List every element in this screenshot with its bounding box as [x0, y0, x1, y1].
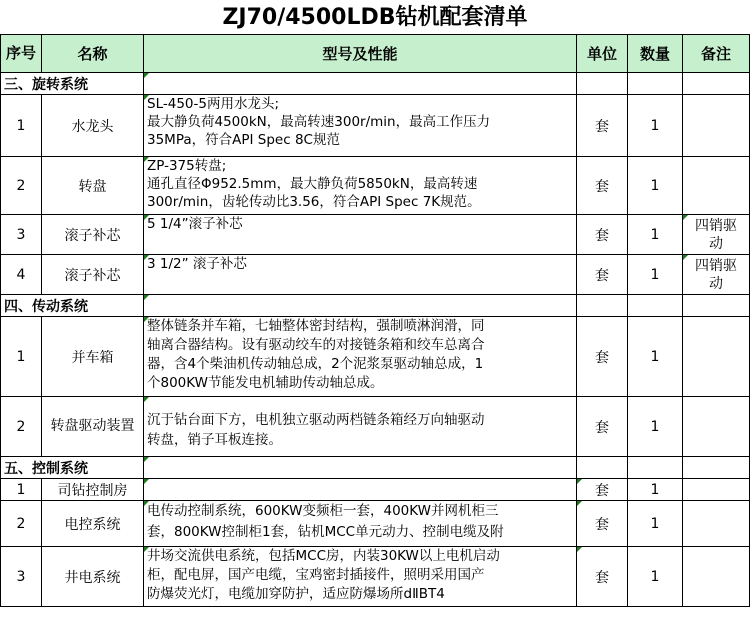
row-spec: 3 1/2” 滚子补芯 [144, 255, 577, 295]
header-row [1, 35, 750, 73]
section-row [1, 457, 750, 479]
row-spec: 整体链条并车箱，七轴整体密封结构，强制喷淋润滑，同 轴离合器结构。设有驱动绞车的对接链条箱和绞车总离合 器，含4个柴油机传动轴总成，2个泥浆泵驱动轴总成，1 个800KW节能发电机辅助传动轴总成。 [144, 317, 577, 397]
table-row [1, 501, 750, 547]
row-qty: 1 [628, 255, 683, 295]
row-name: 滚子补芯 [42, 215, 144, 255]
row-note: 四销驱动 [683, 215, 750, 255]
row-no: 2 [1, 501, 42, 547]
row-qty: 1 [628, 547, 683, 607]
row-spec: 电传动控制系统，600KW变频柜一套，400KW并网机柜三 套，800KW控制柜1套，钻机MCC单元动力、控制电缆及附 [144, 501, 577, 547]
header-name: 名称 [42, 35, 144, 73]
row-note [683, 501, 750, 547]
row-note [683, 317, 750, 397]
row-spec: SL-450-5两用水龙头; 最大静负荷4500kN，最高转速300r/min，最高工作压力 35MPa，符合API Spec 8C规范 [144, 95, 577, 157]
table-row [1, 397, 750, 457]
row-unit: 套 [577, 95, 628, 157]
row-name: 滚子补芯 [42, 255, 144, 295]
row-name: 转盘 [42, 157, 144, 215]
row-qty: 1 [628, 397, 683, 457]
row-spec: 沉于钻台面下方，电机独立驱动两档链条箱经万向轴驱动 转盘，销子耳板连接。 [144, 397, 577, 457]
equipment-table [0, 34, 750, 607]
row-spec [144, 479, 577, 501]
row-name: 并车箱 [42, 317, 144, 397]
header-note: 备注 [683, 35, 750, 73]
row-note: 四销驱动 [683, 255, 750, 295]
table-row [1, 157, 750, 215]
row-name: 司钻控制房 [42, 479, 144, 501]
row-unit: 套 [577, 215, 628, 255]
row-name: 电控系统 [42, 501, 144, 547]
row-qty: 1 [628, 157, 683, 215]
row-spec: 井场交流供电系统，包括MCC房，内装30KW以上电机启动 柜，配电屏，国产电缆，宝鸡密封插接件，照明采用国产 防爆荧光灯，电缆加穿防护，适应防爆场所dⅡBT4 [144, 547, 577, 607]
header-qty: 数量 [628, 35, 683, 73]
table-row [1, 547, 750, 607]
row-no: 3 [1, 547, 42, 607]
row-qty: 1 [628, 317, 683, 397]
header-spec: 型号及性能 [144, 35, 577, 73]
table-row [1, 255, 750, 295]
header-no: 序号 [1, 35, 42, 73]
row-name: 水龙头 [42, 95, 144, 157]
row-no: 2 [1, 397, 42, 457]
row-unit: 套 [577, 317, 628, 397]
header-unit: 单位 [577, 35, 628, 73]
row-note [683, 547, 750, 607]
row-no: 3 [1, 215, 42, 255]
row-unit: 套 [577, 157, 628, 215]
row-unit: 套 [577, 479, 628, 501]
row-unit: 套 [577, 547, 628, 607]
table-row [1, 317, 750, 397]
table-row [1, 479, 750, 501]
section-label: 五、控制系统 [1, 457, 144, 479]
row-qty: 1 [628, 215, 683, 255]
row-spec: ZP-375转盘; 通孔直径Φ952.5mm，最大静负荷5850kN，最高转速 300r/min，齿轮传动比3.56，符合API Spec 7K规范。 [144, 157, 577, 215]
row-qty: 1 [628, 95, 683, 157]
row-name: 井电系统 [42, 547, 144, 607]
section-label: 四、传动系统 [1, 295, 144, 317]
row-no: 1 [1, 95, 42, 157]
row-unit: 套 [577, 501, 628, 547]
section-row [1, 295, 750, 317]
row-qty: 1 [628, 479, 683, 501]
section-label: 三、旋转系统 [1, 73, 144, 95]
row-name: 转盘驱动装置 [42, 397, 144, 457]
row-note [683, 479, 750, 501]
table-row [1, 215, 750, 255]
row-qty: 1 [628, 501, 683, 547]
row-no: 1 [1, 317, 42, 397]
page-title: ZJ70/4500LDB钻机配套清单 [222, 5, 528, 30]
row-note [683, 95, 750, 157]
row-spec: 5 1/4”滚子补芯 [144, 215, 577, 255]
row-no: 4 [1, 255, 42, 295]
row-unit: 套 [577, 397, 628, 457]
row-unit: 套 [577, 255, 628, 295]
table-row [1, 95, 750, 157]
section-row [1, 73, 750, 95]
row-no: 1 [1, 479, 42, 501]
row-note [683, 157, 750, 215]
row-no: 2 [1, 157, 42, 215]
row-note [683, 397, 750, 457]
